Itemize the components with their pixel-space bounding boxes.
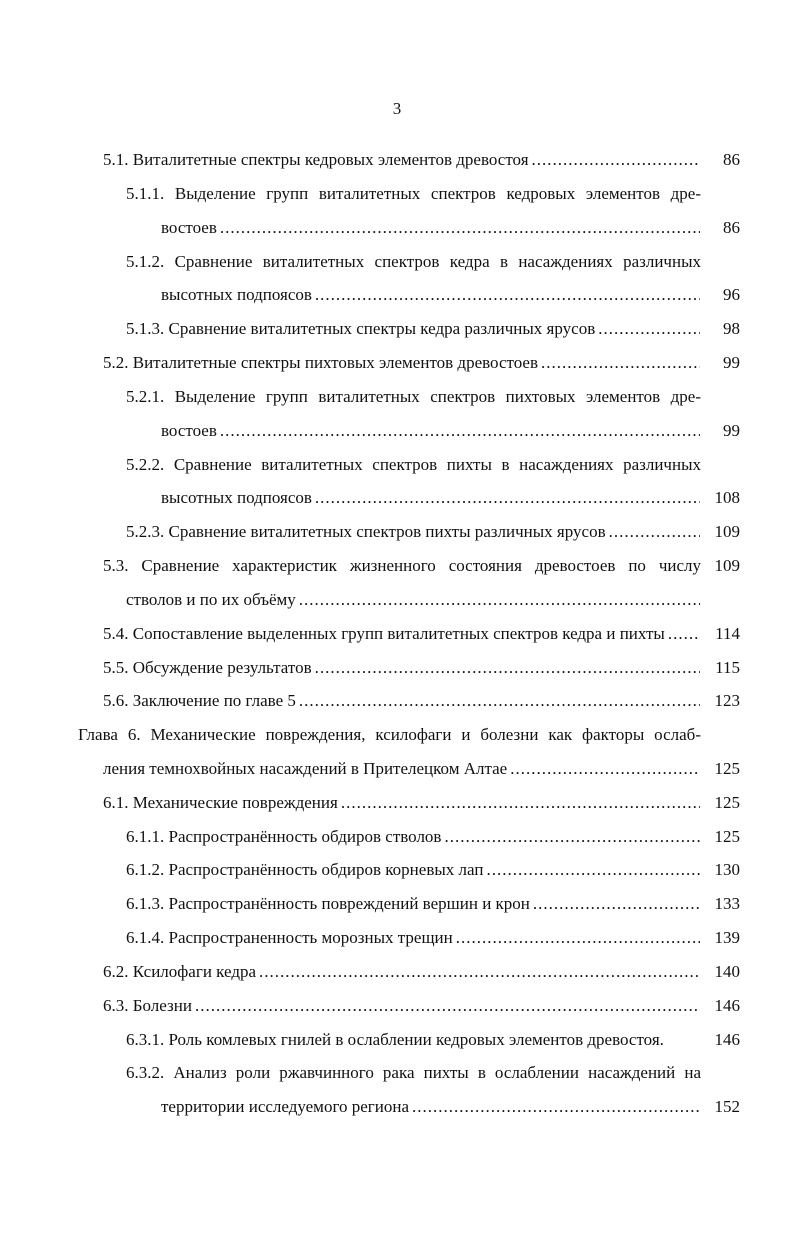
toc-page: 99 — [723, 421, 740, 440]
toc-entry-5-1-2-line1: 5.1.2. Сравнение виталитетных спектров кедра в насаждениях различных — [126, 252, 701, 271]
toc-page: 114 — [715, 624, 740, 643]
toc-title: высотных подпоясов — [161, 285, 312, 304]
toc-page: 109 — [714, 522, 740, 541]
toc-entry-5-2-2-line1: 5.2.2. Сравнение виталитетных спектров пихты в насаждениях различных — [126, 455, 701, 474]
toc-entry-6-3-2-line1: 6.3.2. Анализ роли ржавчинного рака пихты в ослаблении насаждений на — [126, 1063, 701, 1082]
toc-page: 130 — [714, 860, 740, 879]
toc-title: высотных подпоясов — [161, 488, 312, 507]
toc-entry-5-6 — [103, 691, 703, 711]
toc-page: 125 — [714, 759, 740, 778]
toc-title: 6.1.2. Распространённость обдиров корневых лап — [126, 860, 484, 879]
toc-page: 123 — [714, 691, 740, 710]
toc-title: территории исследуемого региона — [161, 1097, 410, 1116]
toc-entry-5-1 — [103, 150, 703, 170]
toc-entry-chapter-6 — [103, 759, 703, 779]
toc-entry-5-2-1 — [161, 421, 703, 441]
toc-entry-6-1-2 — [126, 860, 703, 880]
toc-page: 99 — [723, 353, 740, 372]
toc-page: 125 — [714, 827, 740, 846]
page-number: 3 — [392, 99, 402, 118]
toc-title: 6.3. Болезни — [103, 996, 192, 1015]
toc-title: стволов и по их объёму — [126, 590, 296, 609]
toc-entry-5-2 — [103, 353, 703, 373]
toc-page: 96 — [723, 285, 740, 304]
toc-entry-5-1-1 — [161, 218, 703, 238]
toc-title: востоев — [161, 218, 217, 237]
toc-page: 86 — [723, 150, 740, 169]
toc-entry-5-1-3 — [126, 319, 703, 339]
toc-entry-5-2-2 — [161, 488, 703, 508]
toc-entry-5-4 — [103, 624, 703, 644]
toc-entry-6-3-1: 6.3.1. Роль комлевых гнилей в ослаблении кедровых элементов древостоя. — [126, 1030, 664, 1049]
toc-title: 5.1.3. Сравнение виталитетных спектры кедра различных ярусов — [126, 319, 596, 338]
toc-page: 125 — [714, 793, 740, 812]
toc-page: 115 — [715, 658, 740, 677]
toc-entry-6-3-2 — [161, 1097, 703, 1117]
toc-page: 98 — [723, 319, 740, 338]
toc-title: 5.1. Виталитетные спектры кедровых элементов древостоя — [103, 150, 529, 169]
toc-page: 140 — [714, 962, 740, 981]
toc-entry-5-5 — [103, 658, 703, 678]
toc-entry-6-1-4 — [126, 928, 703, 948]
toc-title: 5.6. Заключение по главе 5 — [103, 691, 296, 710]
toc-page: 152 — [714, 1097, 740, 1116]
toc-title: 5.5. Обсуждение результатов — [103, 658, 312, 677]
toc-entry-5-2-3 — [126, 522, 703, 542]
toc-entry-5-1-2 — [161, 285, 703, 305]
toc-entry-5-3-line1: 5.3. Сравнение характеристик жизненного состояния древостоев по числу — [103, 556, 701, 575]
toc-page: 139 — [714, 928, 740, 947]
toc-title: 6.2. Ксилофаги кедра — [103, 962, 257, 981]
toc-title: 5.2.3. Сравнение виталитетных спектров пихты различных ярусов — [126, 522, 606, 541]
toc-entry-6-1-1 — [126, 827, 703, 847]
toc-entry-5-1-1-line1: 5.1.1. Выделение групп виталитетных спектров кедровых элементов дре- — [126, 184, 701, 203]
toc-page: 109 — [714, 556, 740, 575]
toc-entry-6-3 — [103, 996, 703, 1016]
toc-entry-6-1 — [103, 793, 703, 813]
toc-title: 6.1.3. Распространённость повреждений вершин и крон — [126, 894, 530, 913]
toc-title: 6.1. Механические повреждения — [103, 793, 338, 812]
toc-entry-5-2-1-line1: 5.2.1. Выделение групп виталитетных спектров пихтовых элементов дре- — [126, 387, 701, 406]
toc-title: 5.4. Сопоставление выделенных групп виталитетных спектров кедра и пихты — [103, 624, 665, 643]
toc-title: 5.2. Виталитетные спектры пихтовых элементов древостоев — [103, 353, 538, 372]
toc-page: 133 — [714, 894, 740, 913]
toc-title: востоев — [161, 421, 217, 440]
toc-title: 6.1.4. Распространенность морозных трещин — [126, 928, 453, 947]
toc-entry-chapter-6-line1: Глава 6. Механические повреждения, ксилофаги и болезни как факторы ослаб- — [78, 725, 701, 744]
toc-entry-6-1-3 — [126, 894, 703, 914]
toc-page: 146 — [714, 996, 740, 1015]
toc-title: 6.1.1. Распространённость обдиров стволов — [126, 827, 442, 846]
toc-page: 108 — [714, 488, 740, 507]
toc-page: 86 — [723, 218, 740, 237]
toc-entry-6-2 — [103, 962, 703, 982]
toc-title: ления темнохвойных насаждений в Прителецком Алтае — [103, 759, 508, 778]
toc-page: 146 — [714, 1030, 740, 1049]
toc-entry-5-3 — [126, 590, 703, 610]
